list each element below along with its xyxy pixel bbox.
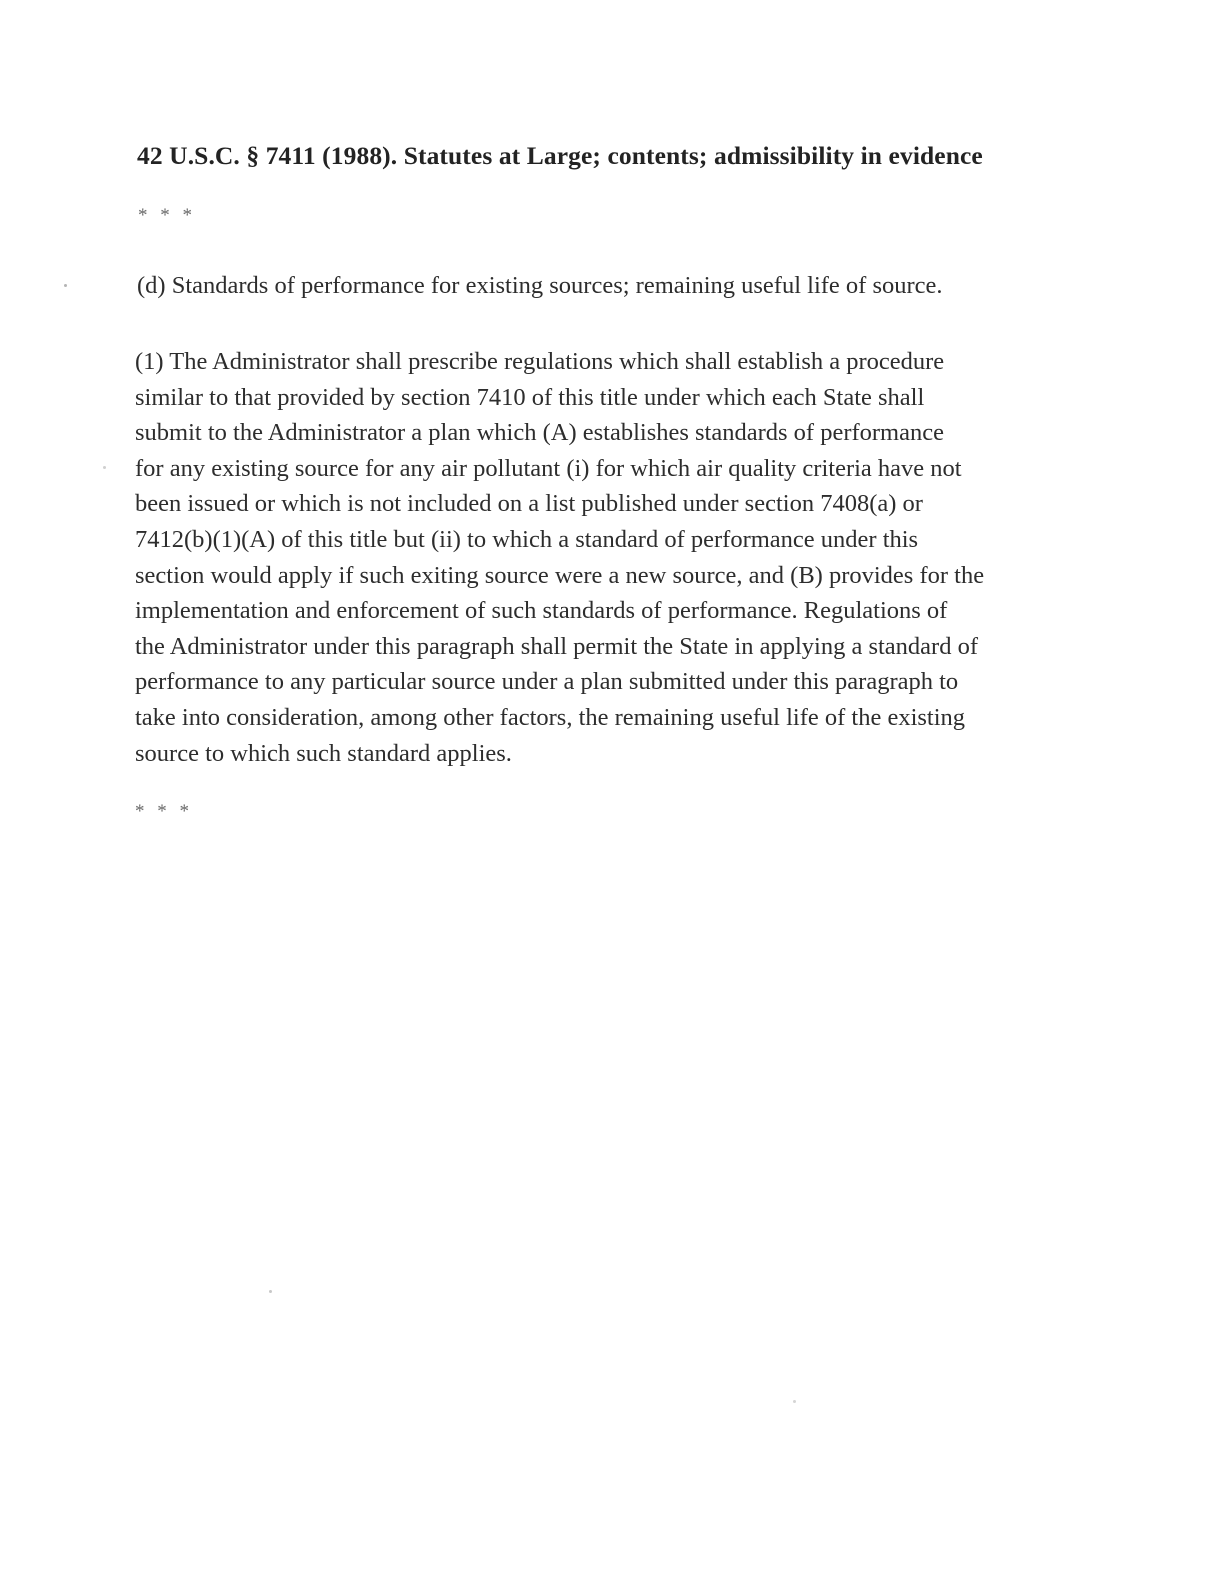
scan-speck [103,466,106,469]
statute-heading: 42 U.S.C. § 7411 (1988). Statutes at Large; contents; admissibility in evidence [137,141,983,170]
paragraph-line: section would apply if such exiting source were a new source, and (B) provides for the [135,561,985,589]
subsection-title: (d) Standards of performance for existing sources; remaining useful life of source. [137,272,943,299]
paragraph-1 [135,344,1080,771]
paragraph-line: (1) The Administrator shall prescribe regulations which shall establish a procedure [135,348,945,375]
paragraph-line: for any existing source for any air pollutant (i) for which air quality criteria have not [135,454,962,482]
paragraph-line: take into consideration, among other factors, the remaining useful life of the existing [135,703,966,731]
paragraph-line: been issued or which is not included on a list published under section 7408(a) or [135,490,923,518]
scan-speck [64,284,67,287]
paragraph-line: performance to any particular source under a plan submitted under this paragraph to [135,668,959,696]
scan-speck [269,1290,272,1293]
paragraph-line: similar to that provided by section 7410 of this title under which each State shall [135,383,925,411]
separator-top: * * * [138,205,196,226]
scan-speck [793,1400,796,1403]
paragraph-line: the Administrator under this paragraph shall permit the State in applying a standard of [135,632,979,660]
separator-bottom: * * * [135,801,193,822]
paragraph-line: implementation and enforcement of such standards of performance. Regulations of [135,597,948,625]
paragraph-line: source to which such standard applies. [135,739,512,767]
paragraph-line: 7412(b)(1)(A) of this title but (ii) to which a standard of performance under this [135,525,919,553]
paragraph-line: submit to the Administrator a plan which (A) establishes standards of performance [135,419,944,447]
